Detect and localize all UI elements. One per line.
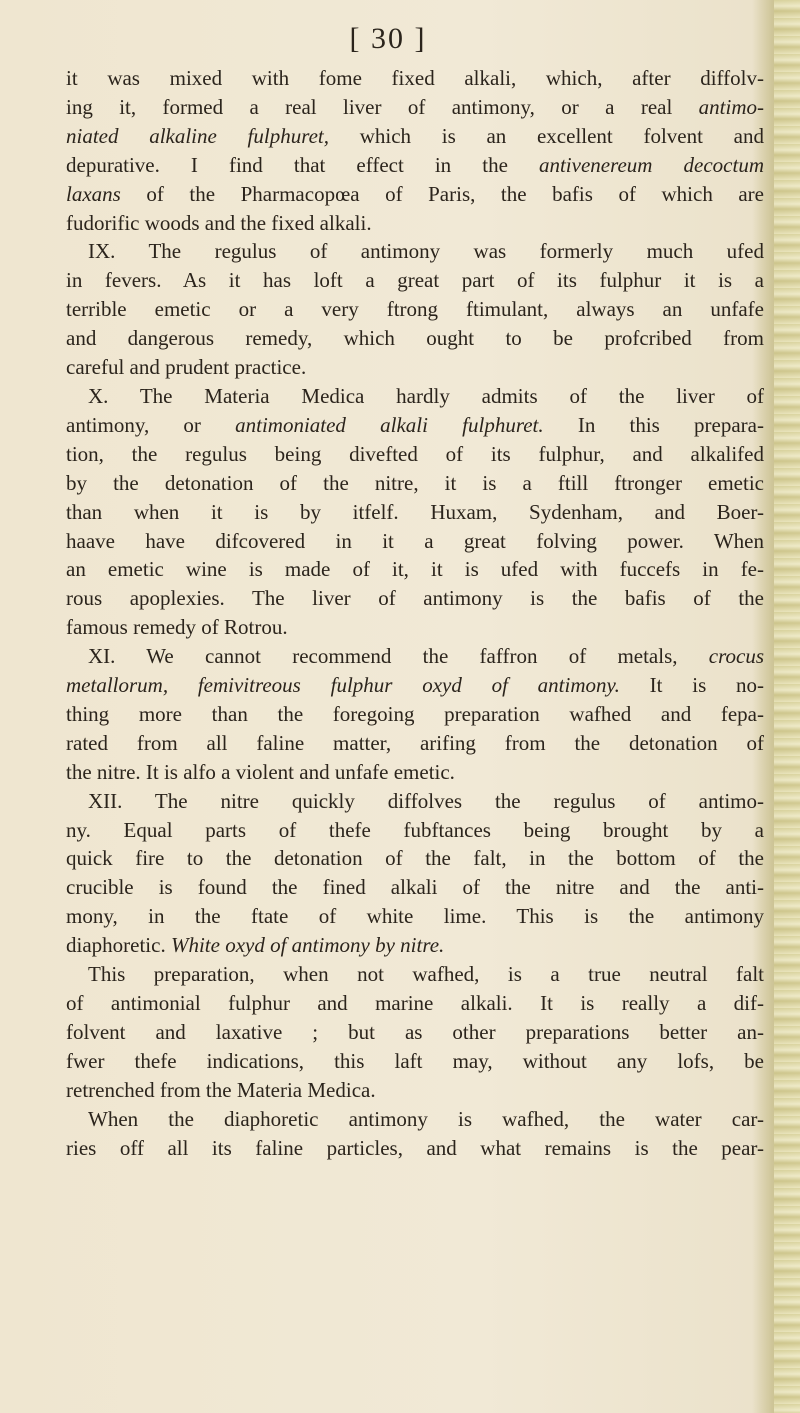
text-line: XI. We cannot recommend the faffron of metals, crocus <box>88 644 764 669</box>
text-line: niated alkaline fulphuret, which is an excellent folvent and <box>66 123 764 148</box>
text-line: fudorific woods and the fixed alkali. <box>66 210 372 235</box>
italic-term: crocus <box>708 644 764 669</box>
italic-term: antimo- <box>698 94 764 119</box>
text-line: and dangerous remedy, which ought to be profcribed from <box>66 326 764 351</box>
text-line: by the detonation of the nitre, it is a ftill ftronger emetic <box>66 470 764 495</box>
text-line: rous apoplexies. The liver of antimony is the bafis of the <box>66 586 764 611</box>
italic-term: niated alkaline fulphuret, <box>66 123 330 148</box>
italic-term: antimoniated alkali fulphuret. <box>235 412 544 437</box>
text-line: thing more than the foregoing preparation wafhed and fepa- <box>66 701 764 726</box>
text-line: ing it, formed a real liver of antimony, or a real antimo- <box>66 94 764 119</box>
text-line: than when it is by itfelf. Huxam, Sydenham, and Boer- <box>66 499 764 524</box>
text-line: terrible emetic or a very ftrong ftimulant, always an unfafe <box>66 297 764 322</box>
text-line: X. The Materia Medica hardly admits of the liver of <box>88 383 764 408</box>
text-line: laxans of the Pharmacopœa of Paris, the bafis of which are <box>66 181 764 206</box>
body-text <box>66 64 764 1162</box>
text-line: ries off all its faline particles, and what remains is the pear- <box>66 1135 764 1160</box>
text-line: the nitre. It is alfo a violent and unfafe emetic. <box>66 759 455 784</box>
text-line: famous remedy of Rotrou. <box>66 615 288 640</box>
text-line: diaphoretic. White oxyd of antimony by nitre. <box>66 933 445 958</box>
text-line: in fevers. As it has loft a great part of its fulphur it is a <box>66 268 764 293</box>
text-line: haave have difcovered in it a great folving power. When <box>66 528 764 553</box>
italic-term: White oxyd of antimony by nitre. <box>170 933 445 958</box>
text-line: it was mixed with fome fixed alkali, which, after diffolv- <box>66 66 764 90</box>
italic-term: antivenereum decoctum <box>538 152 764 177</box>
text-line: antimony, or antimoniated alkali fulphuret. In this prepara- <box>66 412 764 437</box>
text-line: retrenched from the Materia Medica. <box>66 1077 376 1102</box>
text-line: mony, in the ftate of white lime. This is the antimony <box>66 904 764 929</box>
text-line: crucible is found the fined alkali of the nitre and the anti- <box>66 875 764 900</box>
italic-term: metallorum, femivitreous fulphur oxyd of antimony. <box>66 673 620 698</box>
page-edge <box>774 0 800 1413</box>
text-line: This preparation, when not wafhed, is a true neutral falt <box>88 962 764 987</box>
text-line: IX. The regulus of antimony was formerly much ufed <box>88 239 764 264</box>
italic-term: laxans <box>66 181 121 206</box>
text-line: tion, the regulus being divefted of its fulphur, and alkalifed <box>66 441 764 466</box>
text-line: depurative. I find that effect in the antivenereum decoctum <box>66 152 764 177</box>
text-line: careful and prudent practice. <box>66 355 307 380</box>
text-line: rated from all faline matter, arifing from the detonation of <box>66 730 764 755</box>
text-line: XII. The nitre quickly diffolves the regulus of antimo- <box>88 788 764 813</box>
text-line: an emetic wine is made of it, it is ufed with fuccefs in fe- <box>66 557 764 582</box>
text-line: When the diaphoretic antimony is wafhed, the water car- <box>88 1106 764 1131</box>
text-line: folvent and laxative ; but as other preparations better an- <box>66 1019 764 1044</box>
text-line: quick fire to the detonation of the falt, in the bottom of the <box>66 846 764 871</box>
text-line: ny. Equal parts of thefe fubftances being brought by a <box>66 817 764 842</box>
page-number: [ 30 ] <box>349 22 427 55</box>
text-line: of antimonial fulphur and marine alkali. It is really a dif- <box>66 991 764 1015</box>
text-line: fwer thefe indications, this laft may, without any lofs, be <box>66 1048 764 1073</box>
text-line: metallorum, femivitreous fulphur oxyd of antimony. It is no- <box>66 673 764 698</box>
